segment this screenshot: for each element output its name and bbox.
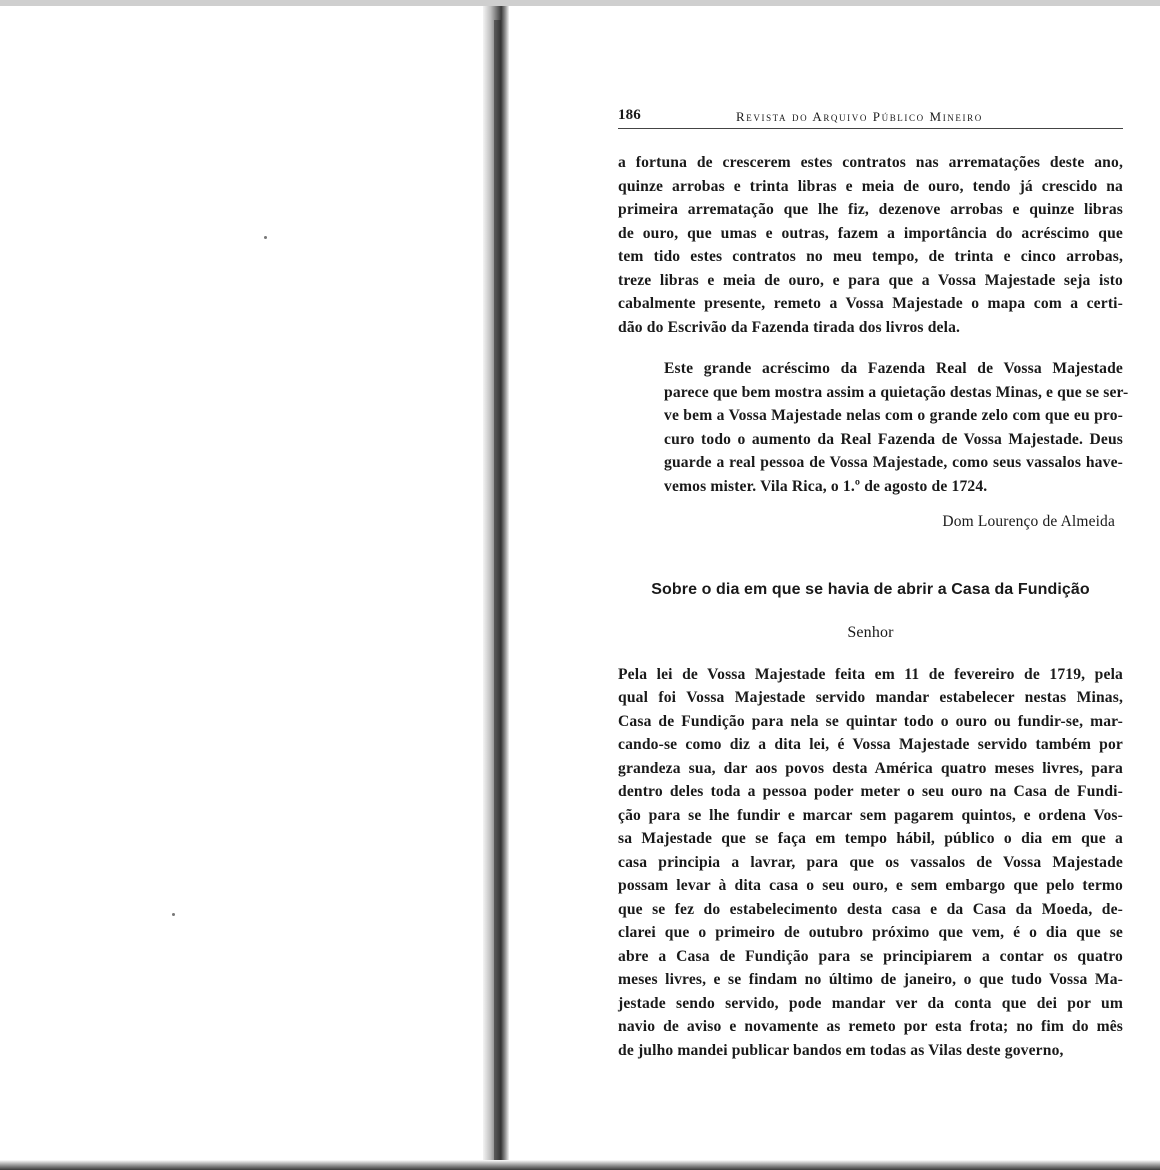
page-number: 186 xyxy=(618,107,641,123)
dust-speck xyxy=(264,236,267,239)
text-line: Casa de Fundição para nela se quintar todo o ouro ou fundir-se, mar- xyxy=(618,712,1123,730)
text-line: ve bem a Vossa Majestade nelas com o grande zelo com que eu pro- xyxy=(664,407,1123,424)
text-line: clarei que o primeiro de outubro próximo que vem, é o dia que se xyxy=(618,924,1123,941)
text-line: primeira arrematação que lhe fiz, dezenove arrobas e quinze libras xyxy=(618,201,1123,218)
text-line: possam levar à dita casa o seu ouro, e sem embargo que pelo termo xyxy=(618,877,1123,894)
scan-top-edge xyxy=(0,0,1160,6)
gutter-shadow xyxy=(494,20,501,1160)
letter-paragraph-1 xyxy=(618,151,1123,339)
text-line: dentro deles toda a pessoa poder meter o seu ouro na Casa de Fundi- xyxy=(618,783,1123,800)
running-title: Revista do Arquivo Público Mineiro xyxy=(736,109,983,124)
text-line: Pela lei de Vossa Majestade feita em 11 de fevereiro de 1719, pela xyxy=(618,665,1123,683)
text-line: Este grande acréscimo da Fazenda Real de Vossa Majestade xyxy=(664,360,1123,377)
text-line: de ouro, que umas e outras, fazem a importância do acréscimo que xyxy=(618,224,1123,242)
text-line: casa principia a lavrar, para que os vassalos de Vossa Majestade xyxy=(618,853,1123,871)
text-line: que se fez do estabelecimento desta casa e da Casa da Moeda, de- xyxy=(618,900,1123,918)
signature: Dom Lourenço de Almeida xyxy=(942,513,1115,530)
text-line: qual foi Vossa Majestade servido mandar estabelecer nestas Minas, xyxy=(618,689,1123,706)
letter-paragraph-2 xyxy=(618,357,1129,498)
text-line: tem tido estes contratos no meu tempo, de trinta e cinco arrobas, xyxy=(618,248,1123,265)
text-line: de julho mandei publicar bandos em todas as Vilas deste governo, xyxy=(618,1041,1064,1059)
text-line: meses livres, e se findam no último de janeiro, o que tudo Vossa Ma- xyxy=(618,971,1123,988)
text-line: parece que bem mostra assim a quietação destas Minas, e que se ser- xyxy=(664,383,1129,401)
section-paragraph xyxy=(618,663,1123,1063)
text-line: ção para se lhe fundir e marcar sem pagarem quintos, e ordena Vos- xyxy=(618,806,1123,824)
text-line: abre a Casa de Fundição para se principiarem a contar os quatro xyxy=(618,947,1123,965)
salutation: Senhor xyxy=(847,624,894,641)
text-line: grandeza sua, dar aos povos desta América quatro meses livres, para xyxy=(618,759,1123,777)
text-line: dão do Escrivão da Fazenda tirada dos livros dela. xyxy=(618,318,961,336)
dust-speck xyxy=(172,913,175,916)
text-line: guarde a real pessoa de Vossa Majestade, como seus vassalos have- xyxy=(664,454,1123,471)
text-line: treze libras e meia de ouro, e para que a Vossa Majestade seja isto xyxy=(618,271,1123,289)
text-line: sa Majestade que se faça em tempo hábil, público o dia em que a xyxy=(618,830,1123,847)
text-line: curo todo o aumento da Real Fazenda de Vossa Majestade. Deus xyxy=(664,430,1123,448)
text-line: navio de aviso e novamente as remeto por esta frota; no fim do mês xyxy=(618,1018,1123,1035)
page-header xyxy=(618,104,1123,129)
section-title: Sobre o dia em que se havia de abrir a Casa da Fundição xyxy=(651,580,1090,598)
right-page xyxy=(618,104,1129,1062)
text-line: cabalmente presente, remeto a Vossa Majestade o mapa com a certi- xyxy=(618,295,1123,312)
text-line: quinze arrobas e trinta libras e meia de ouro, tendo já crescido na xyxy=(618,177,1123,195)
text-line: cando-se como diz a dita lei, é Vossa Majestade servido também por xyxy=(618,736,1123,753)
text-line: vemos mister. Vila Rica, o 1.º de agosto de 1724. xyxy=(664,477,988,495)
text-line: a fortuna de crescerem estes contratos nas arrematações deste ano, xyxy=(618,154,1123,171)
scan-bottom-edge xyxy=(0,1160,1160,1170)
text-line: jestade sendo servido, pode mandar ver da conta que dei por um xyxy=(618,994,1123,1012)
